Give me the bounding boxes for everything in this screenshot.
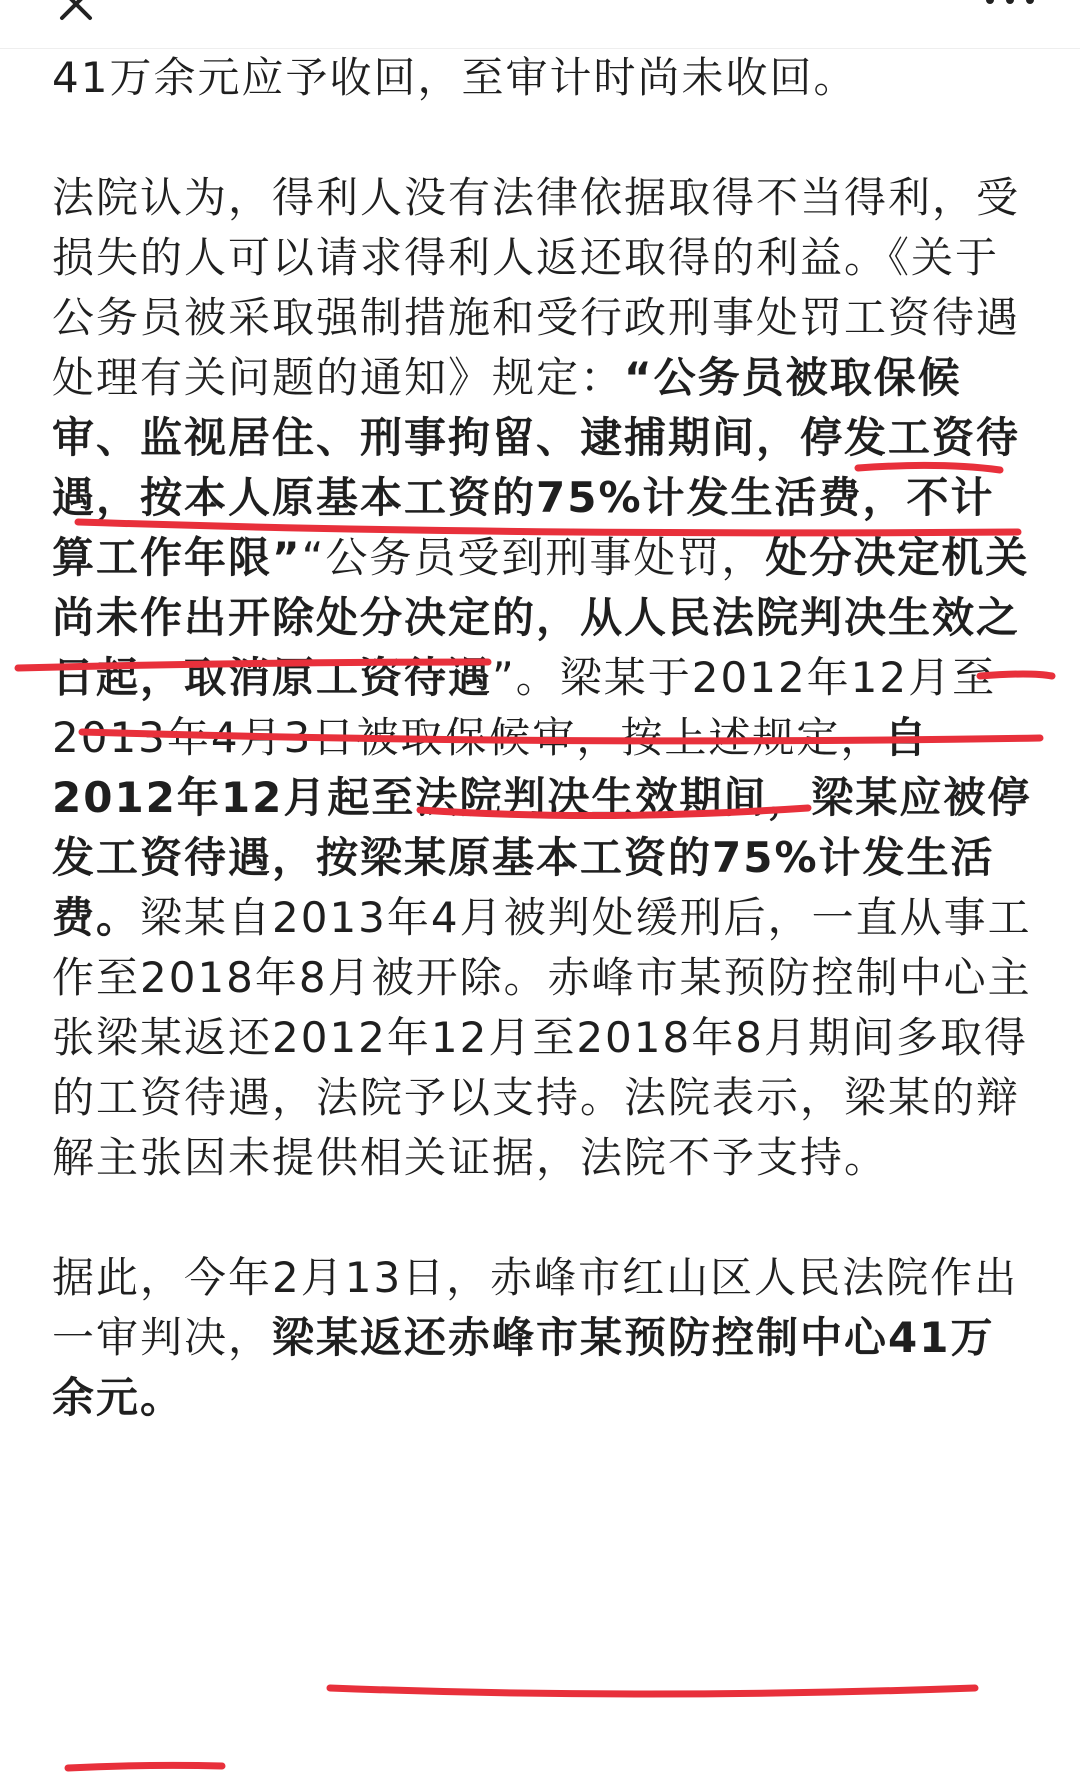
underline-mark <box>68 1765 222 1768</box>
paragraph-gap <box>52 1188 1032 1248</box>
p3-text-1: 据此，今年2月13日，赤峰市红山区人民法院作出一审判决， <box>52 1253 1019 1362</box>
paragraph-3 <box>52 1248 1032 1428</box>
more-icon[interactable] <box>980 0 1040 14</box>
top-bar <box>0 0 1080 49</box>
p2-bold-3: 自2012年12月起至法院判决生效期间，梁某应被停发工资待遇，按梁某原基本工资的75%计发生活费。 <box>52 713 1032 942</box>
article-body <box>52 48 1032 1428</box>
p2-text-1: 法院认为，得利人没有法律依据取得不当得利，受损失的人可以请求得利人返还取得的利益。《关于公务员被采取强制措施和受行政刑事处罚工资待遇处理有关问题的通知》规定： <box>52 173 1021 402</box>
paragraph-gap <box>52 108 1032 168</box>
paragraph-1: 41万余元应予收回，至审计时尚未收回。 <box>52 53 858 102</box>
p2-bold-1: “公务员被取保候审、监视居住、刑事拘留、逮捕期间，停发工资待遇，按本人原基本工资的75%计发生活费，不计算工作年限” <box>52 353 1021 582</box>
p2-bold-2: 处分决定机关尚未作出开除处分决定的，从人民法院判决生效之日起，取消原工资待遇 <box>52 533 1030 702</box>
underline-mark <box>330 1688 975 1694</box>
p2-text-3: ”。梁某于2012年12月至2013年4月3日被取保候审，按上述规定， <box>52 653 997 762</box>
p2-text-2: “公务员受到刑事处罚， <box>301 533 766 582</box>
paragraph-2 <box>52 168 1032 1188</box>
p3-bold-1: 梁某返还赤峰市某预防控制中心41万余元。 <box>52 1313 995 1422</box>
p2-text-4: 梁某自2013年4月被判处缓刑后，一直从事工作至2018年8月被开除。赤峰市某预防控制中心主张梁某返还2012年12月至2018年8月期间多取得的工资待遇，法院予以支持。法院表示，梁某的辩解主张因未提供相关证据，法院不予支持。 <box>52 893 1032 1182</box>
close-icon[interactable] <box>58 0 94 22</box>
